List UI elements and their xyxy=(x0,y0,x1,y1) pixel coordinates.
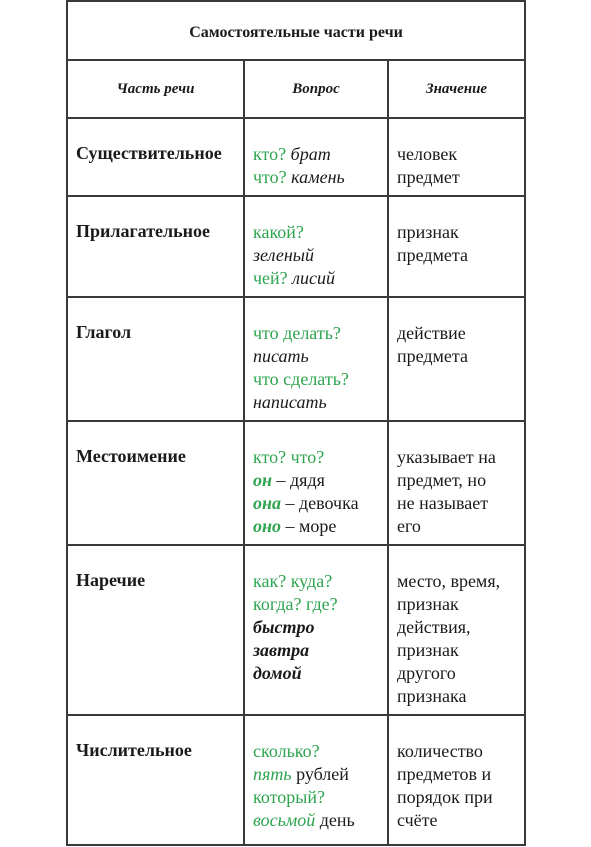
question-word: что сделать? xyxy=(253,369,349,389)
meaning-line: количество xyxy=(397,741,483,761)
header-question: Вопрос xyxy=(244,60,388,118)
table-row xyxy=(67,118,525,196)
question-line xyxy=(253,515,381,538)
numeral-word: пять xyxy=(253,764,292,784)
example-word: – девочка xyxy=(285,493,359,513)
example-word: быстро xyxy=(253,617,315,637)
meaning-line: предметов и xyxy=(397,764,492,784)
table-row xyxy=(67,715,525,845)
example-word: – море xyxy=(285,516,337,536)
example-word: зеленый xyxy=(253,245,314,265)
example-word: день xyxy=(319,810,355,830)
example-word: писать xyxy=(253,346,309,366)
question-word: кто? xyxy=(253,144,287,164)
header-meaning: Значение xyxy=(388,60,525,118)
example-word: камень xyxy=(291,167,345,187)
numeral-word: восьмой xyxy=(253,810,316,830)
meaning-line: предмета xyxy=(397,346,468,366)
meaning-cell xyxy=(388,196,525,297)
question-cell xyxy=(244,545,388,715)
table-row xyxy=(67,421,525,545)
question-line xyxy=(253,166,381,189)
pronoun-word: оно xyxy=(253,516,281,536)
question-line xyxy=(253,469,381,492)
question-cell xyxy=(244,297,388,421)
part-name: Числительное xyxy=(67,715,244,845)
example-word: – дядя xyxy=(276,470,325,490)
question-cell xyxy=(244,421,388,545)
question-cell xyxy=(244,715,388,845)
meaning-line: предмета xyxy=(397,245,468,265)
part-name: Глагол xyxy=(67,297,244,421)
question-word: как? куда? xyxy=(253,571,333,591)
meaning-line: действия, xyxy=(397,617,471,637)
question-word: когда? где? xyxy=(253,594,338,614)
meaning-line: не называет xyxy=(397,493,489,513)
meaning-line: указывает на xyxy=(397,447,496,467)
question-word: что? xyxy=(253,167,287,187)
example-word: завтра xyxy=(253,640,310,660)
example-word: лисий xyxy=(292,268,336,288)
table-title-cell xyxy=(67,1,525,60)
table-row xyxy=(67,545,525,715)
part-name: Наречие xyxy=(67,545,244,715)
question-line xyxy=(253,809,381,832)
meaning-line: другого xyxy=(397,663,456,683)
question-line xyxy=(253,763,381,786)
meaning-line: признак xyxy=(397,594,459,614)
meaning-line: предмет xyxy=(397,167,460,187)
part-name: Существительное xyxy=(67,118,244,196)
question-line xyxy=(253,267,381,290)
meaning-line: место, время, xyxy=(397,571,501,591)
table-title: Самостоятельные части речи xyxy=(189,23,403,41)
pronoun-word: она xyxy=(253,493,281,513)
meaning-line: признак xyxy=(397,222,459,242)
header-row xyxy=(67,60,525,118)
question-word: чей? xyxy=(253,268,288,288)
question-word: который? xyxy=(253,787,325,807)
question-line xyxy=(253,143,381,166)
question-cell xyxy=(244,118,388,196)
question-word: кто? что? xyxy=(253,447,325,467)
question-word: сколько? xyxy=(253,741,320,761)
example-word: брат xyxy=(290,144,331,164)
meaning-line: признака xyxy=(397,686,467,706)
title-row xyxy=(67,1,525,60)
table-row xyxy=(67,196,525,297)
meaning-cell xyxy=(388,118,525,196)
meaning-line: человек xyxy=(397,144,458,164)
parts-of-speech-table xyxy=(66,0,526,846)
header-part: Часть речи xyxy=(67,60,244,118)
example-word: домой xyxy=(253,663,302,683)
meaning-line: его xyxy=(397,516,421,536)
meaning-cell xyxy=(388,715,525,845)
part-name: Местоимение xyxy=(67,421,244,545)
part-name: Прилагательное xyxy=(67,196,244,297)
question-word: какой? xyxy=(253,222,304,242)
example-word: написать xyxy=(253,392,327,412)
table-row xyxy=(67,297,525,421)
question-word: что делать? xyxy=(253,323,341,343)
meaning-line: признак xyxy=(397,640,459,660)
meaning-cell xyxy=(388,421,525,545)
meaning-cell xyxy=(388,297,525,421)
meaning-line: порядок при xyxy=(397,787,493,807)
meaning-line: действие xyxy=(397,323,466,343)
meaning-line: предмет, но xyxy=(397,470,487,490)
question-cell xyxy=(244,196,388,297)
example-word: рублей xyxy=(296,764,349,784)
question-line xyxy=(253,492,381,515)
meaning-cell xyxy=(388,545,525,715)
meaning-line: счёте xyxy=(397,810,438,830)
pronoun-word: он xyxy=(253,470,272,490)
